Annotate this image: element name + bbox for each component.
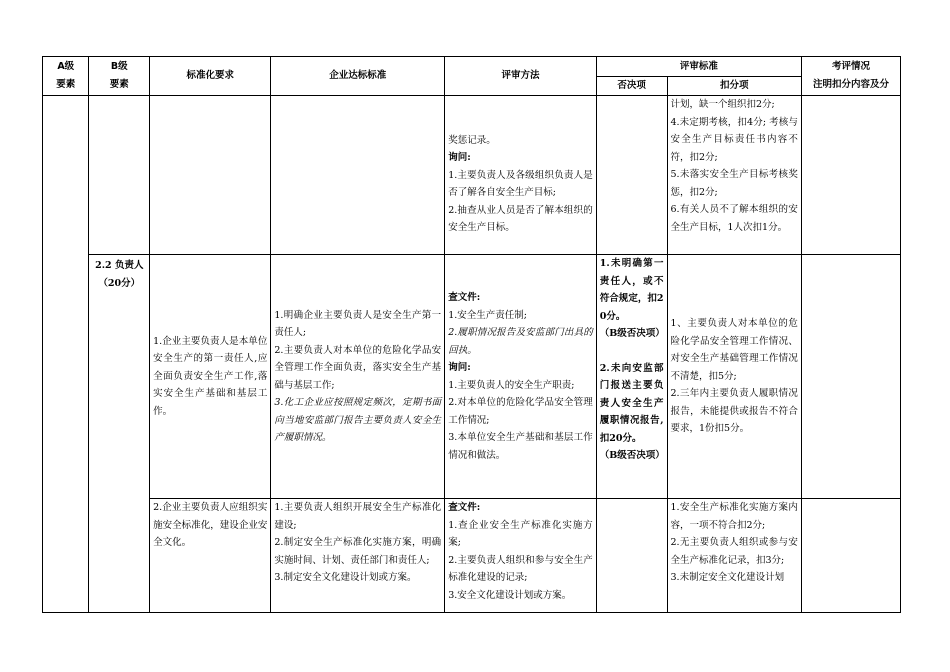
standard-text: 2.制定安全生产标准化实施方案，明确实施时间、计划、责任部门和责任人; [274, 537, 442, 566]
evaluation-cell [801, 499, 900, 613]
method-text: 1.主要负责人的安全生产职责; [448, 379, 575, 391]
deduct-cell [667, 96, 801, 255]
veto-cell-empty [596, 96, 667, 255]
method-heading: 询问: [448, 152, 471, 163]
veto-cell-empty [596, 499, 667, 613]
enterprise-standard-cell [271, 499, 445, 613]
method-heading: 查文件: [448, 502, 481, 513]
header-veto: 否决项 [596, 77, 667, 96]
review-method-cell [445, 255, 597, 499]
review-method-cell [445, 499, 597, 613]
b-level-cell [89, 255, 150, 613]
b-level-cell-empty [89, 96, 150, 255]
method-text: 2.抽查从业人员是否了解本组织的安全生产目标。 [448, 204, 593, 233]
requirement-cell [150, 255, 271, 499]
method-text: 3.本单位安全生产基础和基层工作情况和做法。 [448, 432, 593, 461]
standard-text: 1.明确企业主要负责人是安全生产第一责任人; [274, 309, 442, 338]
header-standard-requirement: 标准化要求 [150, 57, 271, 96]
header-evaluation: 考评情况 注明扣分内容及分 [801, 57, 900, 96]
deduct-text: 计划，缺一个组织扣2分; [670, 99, 775, 110]
evaluation-table [42, 56, 901, 613]
header-review-method: 评审方法 [445, 57, 597, 96]
deduct-cell [667, 255, 801, 499]
method-text: 1.查企业安全生产标准化实施方案; [448, 519, 593, 548]
deduct-text: 2.三年内主要负责人履职情况报告，未能提供或报告不符合要求，1份扣5分。 [670, 388, 798, 435]
method-heading: 询问: [448, 362, 471, 373]
header-enterprise-standard: 企业达标标准 [271, 57, 445, 96]
method-text: 2.对本单位的危险化学品安全管理工作情况; [448, 397, 593, 426]
requirement-cell-empty [150, 96, 271, 255]
veto-item: 2.未向安监部门报送主要负责人安全生产履职情况报告,扣20分。 [599, 362, 664, 444]
header-deduct: 扣分项 [667, 77, 801, 96]
requirement-text: 2.企业主要负责人应组织实施安全标准化，建设企业安全文化。 [153, 502, 268, 548]
standard-text: 3.制定安全文化建设计划或方案。 [274, 572, 417, 583]
evaluation-cell [801, 255, 900, 499]
header-review-standard: 评审标准 [596, 57, 801, 77]
b-level-score: （20分） [98, 277, 141, 289]
method-text-italic: 2.履职情况报告及安监部门出具的回执。 [448, 327, 593, 356]
deduct-text: 1、主要负责人对本单位的危险化学品安全管理工作情况、对安全生产基础管理工作情况不清楚，扣5分; [670, 318, 798, 382]
veto-item: 1.未明确第一责任人，或不符合规定，扣20分。 [599, 258, 664, 322]
standard-text: 2.主要负责人对本单位的危险化学品安全管理工作全面负责，落实安全生产基础与基层工作; [274, 344, 442, 391]
deduct-text: 2.无主要负责人组织或参与安全生产标准化记录，扣3分; [670, 537, 798, 566]
method-heading: 查文件: [448, 292, 481, 303]
requirement-text: 1.企业主要负责人是本单位安全生产的第一责任人,应全面负责安全生产工作,落实安全生产基础和基层工作。 [153, 335, 268, 417]
enterprise-standard-cell [271, 255, 445, 499]
standard-text: 1.主要负责人组织开展安全生产标准化建设; [274, 502, 442, 531]
deduct-text: 1.安全生产标准化实施方案内容，一项不符合扣2分; [670, 502, 798, 531]
standard-text-italic: 3.化工企业应按照规定频次，定期书面向当地安监部门报告主要负责人安全生产履职情况。 [274, 397, 442, 443]
method-text: 1.主要负责人及各级组织负责人是否了解各自安全生产目标; [448, 169, 593, 198]
deduct-text: 4.未定期考核，扣4分; 考核与安全生产目标责任书内容不符，扣2分; [670, 116, 798, 163]
deduct-text: 6.有关人员不了解本组织的安全生产目标，1人次扣1分。 [670, 204, 798, 233]
deduct-cell [667, 499, 801, 613]
b-level-title: 2.2 负责人 [95, 260, 144, 271]
deduct-text: 5.未落实安全生产目标考核奖惩，扣2分; [670, 169, 798, 198]
deduct-text: 3.未制定安全文化建设计划 [670, 572, 785, 583]
header-b-level: B级 要素 [89, 57, 150, 96]
veto-note: （B级否决项） [599, 450, 665, 461]
method-text: 3.安全文化建设计划或方案。 [448, 589, 572, 601]
method-text: 奖惩记录。 [448, 134, 496, 146]
veto-note: （B级否决项） [599, 328, 665, 339]
header-a-level: A级 要素 [43, 57, 89, 96]
evaluation-cell [801, 96, 900, 255]
a-level-cell [43, 96, 89, 613]
enterprise-standard-cell-empty [271, 96, 445, 255]
review-method-cell [445, 96, 597, 255]
veto-cell [596, 255, 667, 499]
method-text: 2.主要负责人组织和参与安全生产标准化建设的记录; [448, 554, 593, 583]
method-text: 1.安全生产责任制; [448, 309, 527, 321]
requirement-cell [150, 499, 271, 613]
